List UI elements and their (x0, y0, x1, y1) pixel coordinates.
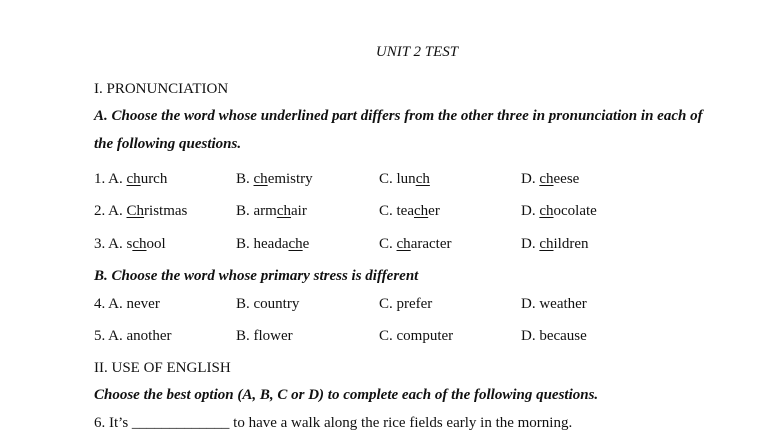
option-5b: B. flower (236, 328, 293, 344)
option-5d: D. because (521, 328, 587, 344)
option-3c: C. character (379, 236, 452, 252)
instruction-a-line1: A. Choose the word whose underlined part differs from the other three in pronunciation in each of (94, 108, 703, 124)
instruction-a-line2: the following questions. (94, 136, 242, 152)
option-1b: B. chemistry (236, 171, 313, 187)
option-5a: 5. A. another (94, 328, 172, 344)
instruction-use-of-english: Choose the best option (A, B, C or D) to complete each of the following questions. (94, 387, 599, 403)
option-3d: D. children (521, 236, 589, 252)
option-5c: C. computer (379, 328, 454, 344)
section-heading-use-of-english: II. USE OF ENGLISH (94, 360, 231, 376)
option-1d: D. cheese (521, 171, 580, 187)
option-2c: C. teacher (379, 203, 440, 219)
option-4d: D. weather (521, 296, 587, 312)
question-6: 6. It’s _____________ to have a walk along the rice fields early in the morning. (94, 415, 573, 431)
option-4a: 4. A. never (94, 296, 160, 312)
option-3b: B. headаche (236, 236, 310, 252)
option-1a: 1. A. church (94, 171, 168, 187)
option-2b: B. armchair (236, 203, 307, 219)
option-1c: C. lunch (379, 171, 430, 187)
option-2a: 2. A. Christmas (94, 203, 188, 219)
section-heading-pronunciation: I. PRONUNCIATION (94, 81, 229, 97)
instruction-b: B. Choose the word whose primary stress is different (94, 268, 419, 284)
page-title: UNIT 2 TEST (375, 44, 459, 60)
option-2d: D. chocolate (521, 203, 597, 219)
option-4c: C. prefer (379, 296, 433, 312)
option-3a: 3. A. school (94, 236, 166, 252)
option-4b: B. country (236, 296, 300, 312)
